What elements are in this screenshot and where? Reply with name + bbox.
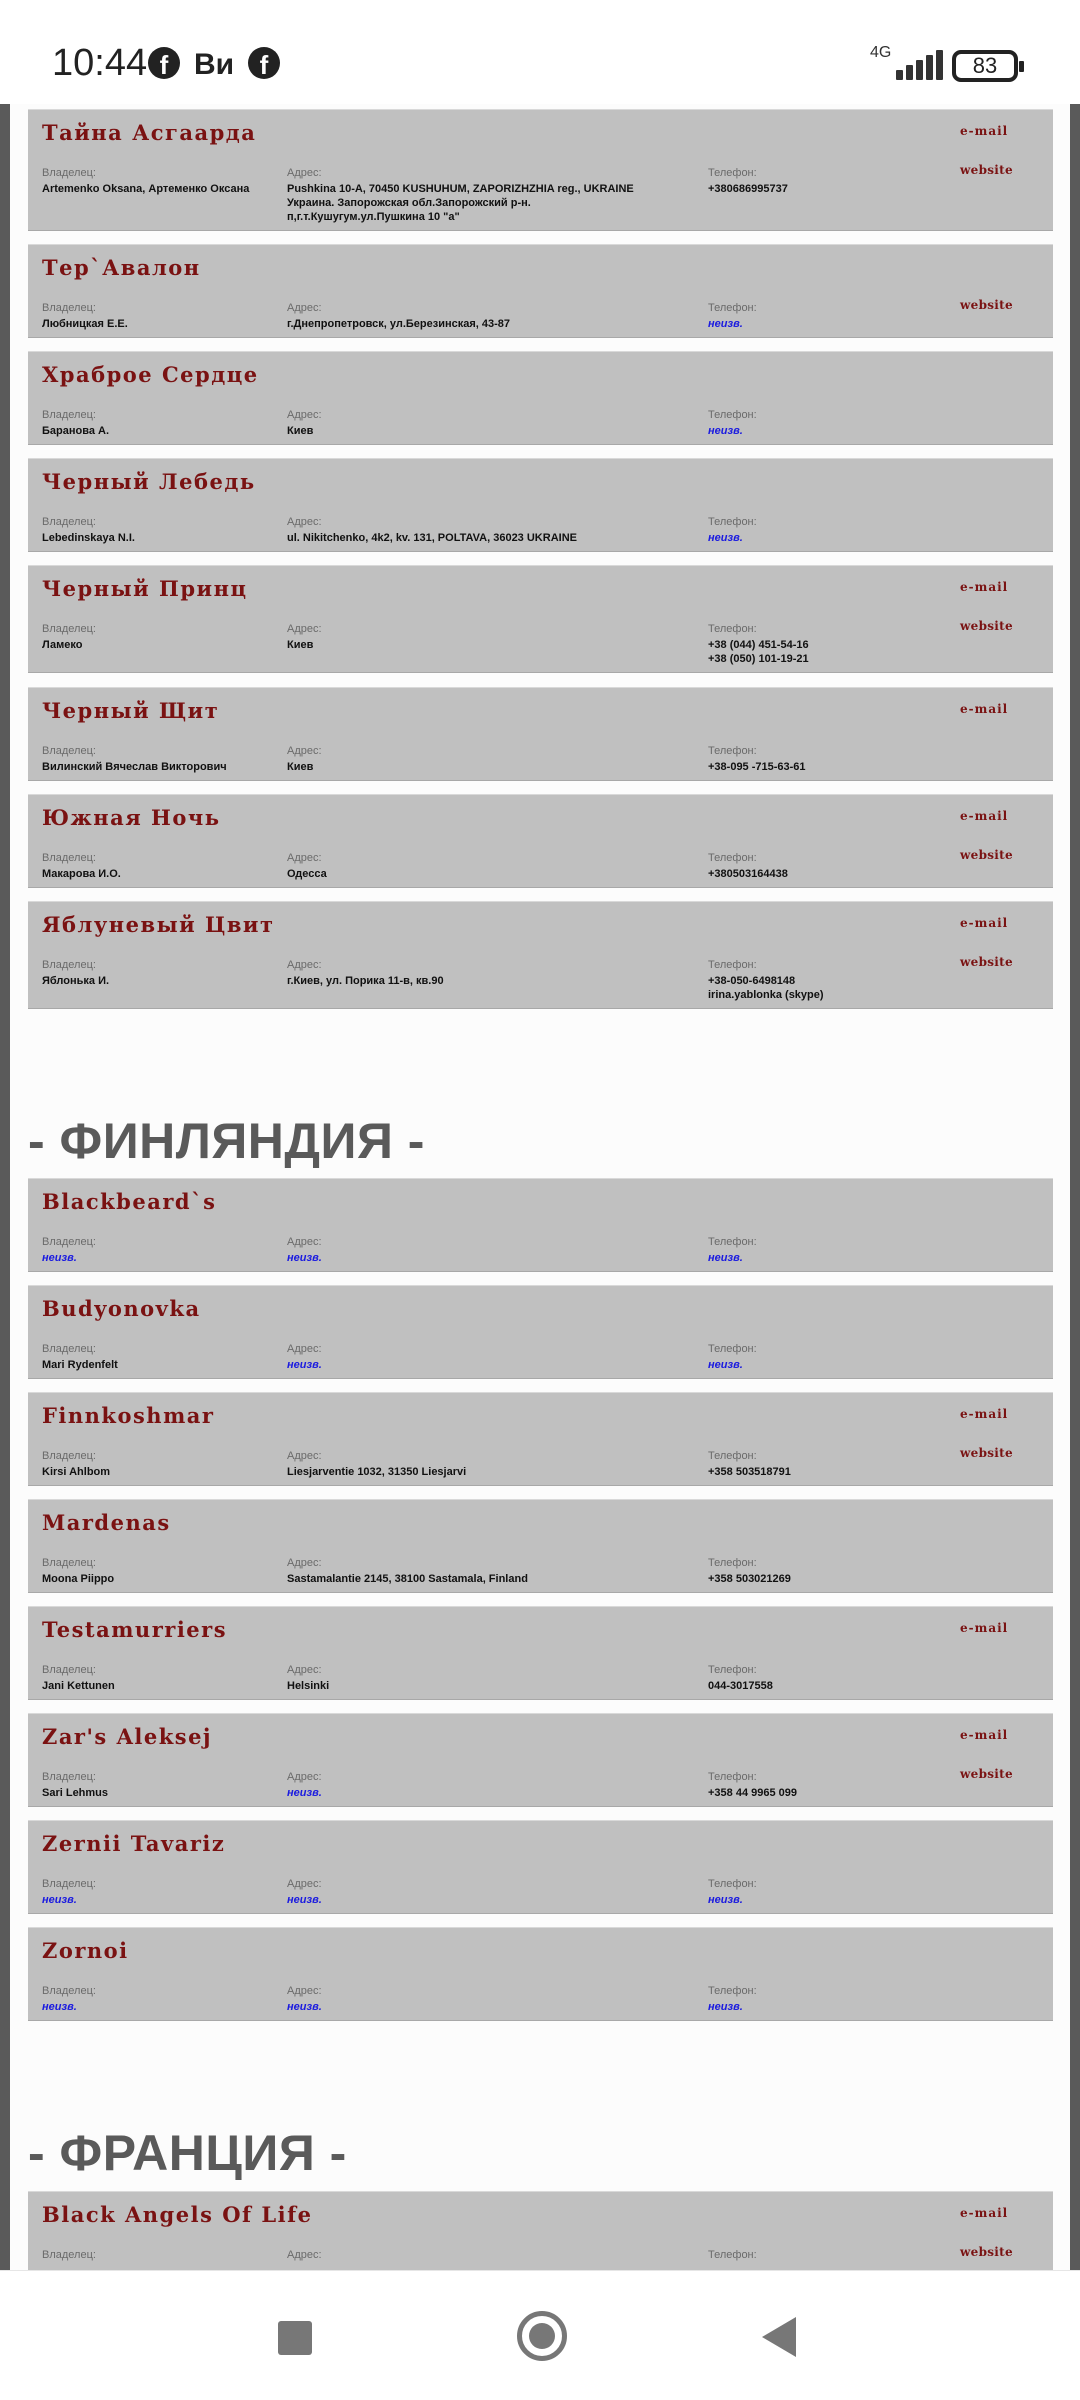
address-value [287,531,687,545]
address-value-line: Украина. Запорожская обл.Запорожский р-н. [287,197,531,209]
email-link[interactable]: e-mail [960,702,1009,716]
address-column [287,1343,687,1372]
address-column [287,516,687,545]
address-unknown: неизв. [287,1252,322,1264]
phone-value-line: +38 (050) 101-19-21 [708,653,809,665]
owner-value-line: Sari Lehmus [42,1787,109,1799]
kennel-card [28,1392,1053,1486]
kennel-card [28,1606,1053,1700]
phone-column [708,1771,948,1800]
phone-column [708,516,948,545]
kennel-card [28,109,1053,231]
owner-column [42,1985,282,2014]
facebook-icon: f [148,47,180,79]
phone-value-line: irina.yablonka (skype) [708,989,824,1001]
owner-label: Владелец: [42,1343,96,1355]
owner-label: Владелец: [42,852,96,864]
owner-label: Владелец: [42,167,96,179]
address-value [287,424,687,438]
owner-value [42,424,282,438]
phone-unknown: неизв. [708,425,743,437]
address-value [287,1572,687,1586]
owner-value [42,974,282,988]
phone-label: Телефон: [708,1450,757,1462]
battery-level: 83 [972,53,998,78]
email-link[interactable]: e-mail [960,124,1009,138]
owner-value [42,638,282,652]
email-link[interactable]: e-mail [960,580,1009,594]
address-label: Адрес: [287,1343,322,1355]
phone-label: Телефон: [708,1878,757,1890]
web-page[interactable] [10,104,1070,2270]
owner-column [42,745,282,774]
phone-label: Телефон: [708,167,757,179]
email-link[interactable]: e-mail [960,1728,1009,1742]
owner-label: Владелец: [42,516,96,528]
owner-value-line: Баранова А. [42,425,110,437]
phone-value [708,182,948,196]
phone-column [708,1236,948,1265]
home-button[interactable] [517,2311,567,2361]
owner-column [42,1664,282,1693]
address-label: Адрес: [287,167,322,179]
kennel-name: Testamurriers [42,1617,228,1642]
phone-value-line: +358 44 9965 099 [708,1787,798,1799]
owner-column [42,852,282,881]
address-label: Адрес: [287,1771,322,1783]
address-value-line: ul. Nikitchenko, 4k2, kv. 131, POLTAVA, 36023 UKRAINE [287,532,577,544]
phone-label: Телефон: [708,409,757,421]
address-value [287,760,687,774]
phone-column [708,1450,948,1479]
kennel-name: Южная Ночь [42,805,221,830]
owner-column [42,302,282,331]
kennel-card [28,458,1053,552]
phone-column [708,1664,948,1693]
owner-label: Владелец: [42,409,96,421]
phone-unknown: неизв. [708,2001,743,2013]
phone-unknown: неизв. [708,532,743,544]
owner-value [42,1465,282,1479]
recent-apps-button[interactable] [278,2321,312,2355]
owner-value [42,760,282,774]
owner-value-line: Яблонька И. [42,975,110,987]
address-label: Адрес: [287,516,322,528]
owner-label: Владелец: [42,959,96,971]
email-link[interactable]: e-mail [960,916,1009,930]
email-link[interactable]: e-mail [960,2206,1009,2220]
phone-value-line: +380503164438 [708,868,788,880]
kennel-name: Черный Принц [42,576,248,601]
kennel-name: Тайна Асгаарда [42,120,257,145]
address-value-line: Киев [287,425,314,437]
address-value-line: Pushkina 10-A, 70450 KUSHUHUM, ZAPORIZHZHIA reg., UKRAINE [287,183,634,195]
phone-label: Телефон: [708,1557,757,1569]
kennel-name: Тер`Авалон [42,255,201,280]
address-label: Адрес: [287,1557,322,1569]
signal-icon [890,50,940,80]
address-unknown: неизв. [287,1894,322,1906]
address-column [287,1771,687,1800]
address-column [287,1236,687,1265]
address-value-line: Helsinki [287,1680,330,1692]
owner-label: Владелец: [42,1557,96,1569]
owner-column [42,959,282,988]
address-column [287,852,687,881]
address-value-line: Liesjarventie 1032, 31350 Liesjarvi [287,1466,467,1478]
kennel-name: Zar's Aleksej [42,1724,213,1749]
address-value-line: Киев [287,639,314,651]
address-value [287,974,687,988]
kennel-card [28,794,1053,888]
phone-unknown: неизв. [708,1359,743,1371]
phone-label: Телефон: [708,1664,757,1676]
owner-column [42,2249,282,2262]
owner-unknown: неизв. [42,1252,77,1264]
kennel-card [28,351,1053,445]
owner-value-line: Mari Rydenfelt [42,1359,118,1371]
kennel-name: Храброе Сердце [42,362,259,387]
website-link[interactable]: website [960,619,1013,633]
navigation-bar [0,2270,1080,2400]
back-button[interactable] [762,2317,796,2357]
phone-value [708,867,948,881]
phone-label: Телефон: [708,745,757,757]
address-label: Адрес: [287,1236,322,1248]
phone-unknown: неизв. [708,1252,743,1264]
kennel-name: Zernii Tavariz [42,1831,226,1856]
address-value [287,867,687,881]
kennel-card [28,687,1053,781]
owner-label: Владелец: [42,1664,96,1676]
kennel-name: Яблуневый Цвит [42,912,275,937]
kennel-card [28,1499,1053,1593]
phone-column [708,852,948,881]
address-label: Адрес: [287,1664,322,1676]
owner-value-line: Макарова И.О. [42,868,121,880]
kennel-name: Black Angels Of Life [42,2202,313,2227]
address-label: Адрес: [287,745,322,757]
address-column [287,959,687,988]
phone-column [708,167,948,196]
email-link[interactable]: e-mail [960,1621,1009,1635]
status-bar [0,0,1080,104]
phone-column [708,1343,948,1372]
owner-column [42,1878,282,1907]
address-value-line: г.Днепропетровск, ул.Березинская, 43-87 [287,318,511,330]
owner-value-line: Lebedinskaya N.I. [42,532,135,544]
kennel-name: Черный Лебедь [42,469,256,494]
owner-column [42,623,282,652]
owner-value-line: Moona Piippo [42,1573,115,1585]
address-label: Адрес: [287,2249,322,2261]
kennel-card [28,1713,1053,1807]
owner-column [42,516,282,545]
phone-label: Телефон: [708,516,757,528]
email-link[interactable]: e-mail [960,1407,1009,1421]
phone-value [708,1572,948,1586]
owner-value [42,317,282,331]
address-column [287,2249,687,2262]
owner-value-line: Любницкая Е.Е. [42,318,128,330]
address-unknown: неизв. [287,1359,322,1371]
address-label: Адрес: [287,623,322,635]
owner-value-line: Ламеко [42,639,83,651]
address-label: Адрес: [287,852,322,864]
owner-label: Владелец: [42,1985,96,1997]
owner-label: Владелец: [42,2249,96,2261]
page-frame-right [1070,104,1080,2270]
address-label: Адрес: [287,1878,322,1890]
phone-unknown: неизв. [708,1894,743,1906]
phone-column [708,1985,948,2014]
website-link[interactable]: website [960,2245,1013,2259]
phone-value-line: 044-3017558 [708,1680,773,1692]
address-value [287,638,687,652]
kennel-name: Finnkoshmar [42,1403,215,1428]
address-label: Адрес: [287,1985,322,1997]
phone-label: Телефон: [708,1985,757,1997]
address-column [287,745,687,774]
address-value-line: г.Киев, ул. Порика 11-в, кв.90 [287,975,444,987]
address-column [287,1985,687,2014]
kennel-card [28,244,1053,338]
section-title-finland: - ФИНЛЯНДИЯ - [28,1113,425,1169]
email-link[interactable]: e-mail [960,809,1009,823]
owner-column [42,409,282,438]
owner-column [42,1343,282,1372]
phone-value [708,1465,948,1479]
kennel-card [28,901,1053,1009]
owner-column [42,1236,282,1265]
kennel-card [28,1285,1053,1379]
network-type: 4G [870,44,892,61]
phone-column [708,1557,948,1586]
owner-label: Владелец: [42,1450,96,1462]
owner-column [42,1450,282,1479]
kennel-card [28,2191,1053,2270]
address-column [287,623,687,652]
address-column [287,1878,687,1907]
phone-value [708,974,948,1002]
phone-value-line: +380686995737 [708,183,788,195]
page-frame-left [0,104,10,2270]
owner-value [42,867,282,881]
website-link[interactable]: website [960,955,1013,969]
website-link[interactable]: website [960,1767,1013,1781]
address-value [287,317,687,331]
website-link[interactable]: website [960,163,1013,177]
owner-value [42,531,282,545]
address-column [287,1450,687,1479]
owner-value [42,1679,282,1693]
address-label: Адрес: [287,302,322,314]
owner-label: Владелец: [42,1878,96,1890]
phone-label: Телефон: [708,302,757,314]
phone-value-line: +358 503021269 [708,1573,791,1585]
website-link[interactable]: website [960,298,1013,312]
address-label: Адрес: [287,1450,322,1462]
kennel-name: Blackbeard`s [42,1189,217,1214]
owner-label: Владелец: [42,745,96,757]
facebook-icon: f [248,47,280,79]
address-column [287,1557,687,1586]
kennel-card [28,1178,1053,1272]
address-value [287,1465,687,1479]
phone-column [708,745,948,774]
clock: 10:44 [52,42,148,84]
phone-column [708,959,948,1002]
phone-value-line: +358 503518791 [708,1466,791,1478]
kennel-name: Budyonovka [42,1296,201,1321]
phone-unknown: неизв. [708,318,743,330]
kennel-card [28,1820,1053,1914]
address-column [287,1664,687,1693]
phone-column [708,302,948,331]
phone-value-line: +38-095 -715-63-61 [708,761,806,773]
section-title-france: - ФРАНЦИЯ - [28,2125,347,2181]
owner-value [42,182,282,196]
phone-column [708,1878,948,1907]
address-value-line: Sastamalantie 2145, 38100 Sastamala, Finland [287,1573,528,1585]
kennel-card [28,1927,1053,2021]
address-value [287,1679,687,1693]
owner-value [42,1358,282,1372]
kennel-name: Черный Щит [42,698,220,723]
phone-label: Телефон: [708,1343,757,1355]
phone-label: Телефон: [708,959,757,971]
owner-label: Владелец: [42,1771,96,1783]
owner-label: Владелец: [42,302,96,314]
website-link[interactable]: website [960,1446,1013,1460]
phone-column [708,623,948,666]
owner-column [42,1557,282,1586]
owner-value [42,1572,282,1586]
phone-value [708,760,948,774]
kennel-name: Mardenas [42,1510,171,1535]
phone-label: Телефон: [708,852,757,864]
address-label: Адрес: [287,409,322,421]
address-label: Адрес: [287,959,322,971]
address-value-line: Одесса [287,868,327,880]
phone-column [708,409,948,438]
phone-label: Телефон: [708,623,757,635]
owner-value [42,1786,282,1800]
address-unknown: неизв. [287,2001,322,2013]
owner-value-line: Artemenko Oksana, Артеменко Оксана [42,183,250,195]
phone-label: Телефон: [708,1236,757,1248]
owner-label: Владелец: [42,1236,96,1248]
battery-icon [952,50,1018,82]
vi-notification-icon: Ви [194,48,235,81]
phone-value [708,1786,948,1800]
owner-unknown: неизв. [42,2001,77,2013]
phone-label: Телефон: [708,2249,757,2261]
owner-column [42,167,282,196]
owner-column [42,1771,282,1800]
owner-label: Владелец: [42,623,96,635]
address-column [287,167,687,224]
owner-value-line: Вилинский Вячеслав Викторович [42,761,227,773]
phone-label: Телефон: [708,1771,757,1783]
phone-value [708,638,948,666]
kennel-card [28,565,1053,673]
address-value [287,182,687,224]
owner-value-line: Kirsi Ahlbom [42,1466,111,1478]
owner-unknown: неизв. [42,1894,77,1906]
address-column [287,409,687,438]
address-unknown: неизв. [287,1787,322,1799]
website-link[interactable]: website [960,848,1013,862]
owner-value-line: Jani Kettunen [42,1680,115,1692]
address-value-line: Киев [287,761,314,773]
phone-value-line: +38 (044) 451-54-16 [708,639,809,651]
phone-value-line: +38-050-6498148 [708,975,796,987]
phone-column [708,2249,948,2262]
phone-value [708,1679,948,1693]
address-value-line: п,г.т.Кушугум.ул.Пушкина 10 "а" [287,211,460,223]
kennel-name: Zornoi [42,1938,129,1963]
address-column [287,302,687,331]
